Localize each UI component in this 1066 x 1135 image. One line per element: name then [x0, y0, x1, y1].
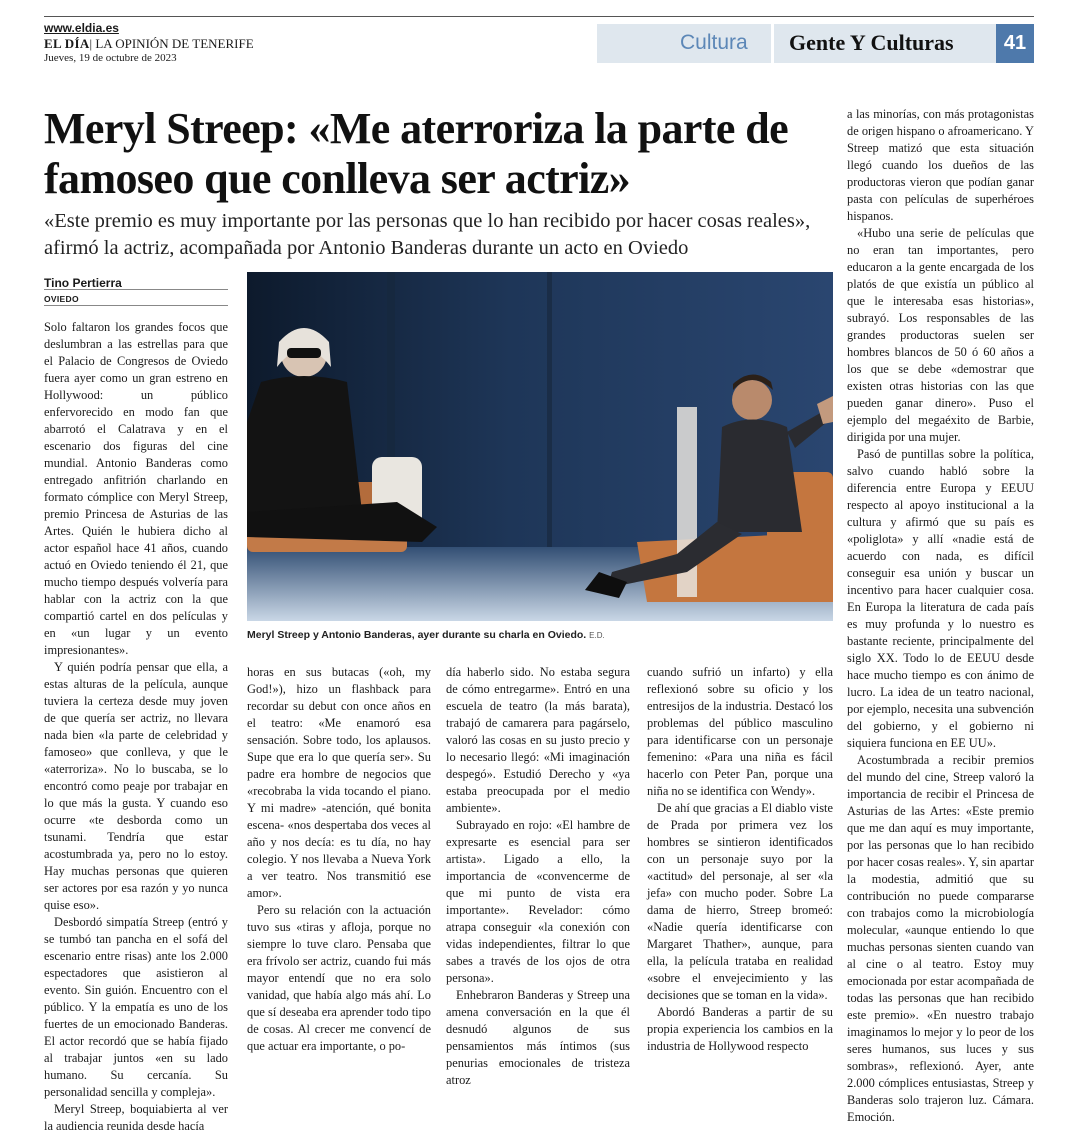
caption-text: Meryl Streep y Antonio Banderas, ayer durante su charla en Oviedo.	[247, 629, 587, 641]
paragraph: a las minorías, con más protagonistas de origen hispano o afroamericano. Y Streep matizó que esta situación llegó cuando los dueños de las productoras vieron que podían ganar pasta con películas de superhéroes hispanos.	[847, 107, 1034, 223]
headline: Meryl Streep: «Me aterroriza la parte de famoseo que conlleva ser actriz»	[44, 104, 789, 203]
paragraph: «Hubo una serie de películas que no eran tan importantes, pero educaron a la gente encargada de los platós de que existía un público al que le interesaba esas historias», subrayó. Los responsables de las grandes productoras suelen ser hombres blancos de 50 ó 60 años a los que se debe «demostrar que existen otras historias con las que pueden ganar dinero». Puso el ejemplo del megaéxito de Barbie, dirigida por una mujer.	[847, 226, 1034, 444]
masthead	[44, 36, 254, 52]
paragraph: Desbordó simpatía Streep (entró y se tumbó tan pancha en el sofá del escenario entre risas) ante los 2.000 espectadores que asistieron al evento. Sin guión. Encuentro con el público. Y la empatía es uno de los fuertes de un emocionado Banderas. El actor recordó que se había fijado al trabajar juntos «en su lado humano. Su cercanía. Su personalidad sencilla y compleja».	[44, 915, 228, 1099]
paragraph: cuando sufrió un infarto) y ella reflexionó sobre su oficio y los entresijos de la industria. Destacó los problemas del público masculino para identificarse con un personaje femenino: «Para una niña es fácil hacerlo con Peter Pan, porque una niña no se identifica con Wendy».	[647, 665, 833, 798]
paragraph: Solo faltaron los grandes focos que deslumbran a las estrellas para que el Palacio de Congresos de Oviedo fuera ayer como un gran estreno en Hollywood: un público enfervorecido en modo fan que abarrotó el Calatrava y en el escenario dos figuras del cine mundial. Antonio Banderas como entregado anfitrión charlando en formato cómplice con Meryl Streep, premio Princesa de Asturias de las Artes. Quién le hubiera dicho al actor español hace 41 años, cuando actuó en Oviedo teniendo él 21, que mucho tiempo después volvería para hablar con la actriz con la que compartió cartel en dos películas y en «un lugar y un evento impresionantes».	[44, 320, 228, 657]
paragraph: día haberlo sido. No estaba segura de cómo entregarme». Entró en una escuela de teatro (la más barata), trabajó de camarera para pagárselo, valoró las cosas en su justo precio y lo necesario llegó: «Mi imaginación despegó». Estudió Derecho y «ya estaba preocupada por el medio ambiente».	[446, 665, 630, 815]
photo-credit: E.D.	[589, 631, 605, 640]
header-rule	[44, 16, 1034, 17]
paragraph: horas en sus butacas («oh, my God!»), hizo un flashback para recordar su debut con once años en el teatro: «Me enamoró esa sensación. Sobre todo, los aplausos. Supe que era lo que quería ser». Su padre era hombre de negocios que «recobraba la vida tocando el piano. Y mi madre» -atención, qué bonita escena- «nos despertaba dos veces al año y nos decía: es tu día, no hay colegio. Y nos llevaba a Nueva York a ver teatro. Nos transmitió ese amor».	[247, 665, 431, 900]
masthead-brand: EL DÍA	[44, 36, 90, 51]
supplement-title: Gente Y Culturas	[789, 30, 954, 55]
section-label: Cultura	[680, 31, 748, 54]
body-column-5	[847, 106, 1034, 1124]
paragraph: Acostumbrada a recibir premios del mundo del cine, Streep valoró la importancia de recibir el Princesa de Asturias de las Artes: «Este premio que me dan aquí es muy importante, por las personas que lo han recibido por hacer cosas reales». Y, sin apartar la modestia, admitió que su contribución no puede compararse con trabajos como la microbiología molecular, «aunque entiendo lo que muchas personas sienten cuando van al cine o al teatro. Estoy muy emocionada por estar acompañada de todas las personas que han recibido este premio». «En nuestro trabajo imaginamos lo mejor y lo peor de los seres humanos, sus luces y sus sombras», reflexionó. Ayer, ante 2.000 cómplices entusiastas, Streep y Banderas solo trajeron luz. Cámara. Emoción.	[847, 753, 1034, 1124]
body-column-4	[647, 664, 833, 1053]
paragraph: Abordó Banderas a partir de su propia experiencia los cambios en la industria de Hollywood respecto	[647, 1005, 833, 1053]
paragraph: Subrayado en rojo: «El hambre de expresarte es esencial para ser artista». Ligado a ello, la importancia de «convencerme de que mi punto de vista era importante». Revelador: cómo atrapa conseguir «la conexión con vidas independientes, filtrar lo que sabes a través de los ojos de otra persona».	[446, 818, 630, 985]
paragraph: De ahí que gracias a El diablo viste de Prada por primera vez los hombres se sintieron identificados con un personaje suyo por la «actitud» del personaje, al ser «la jefa» con mucho poder. Sobre La dama de hierro, Streep bromeó: «Nadie quería identificarse con Margaret Thather», aunque, para ella, la película trataba en realidad «sobre el envejecimiento y las decisiones que se toman en la vida».	[647, 801, 833, 1002]
location: OVIEDO	[44, 294, 79, 304]
page-number: 41	[996, 24, 1034, 63]
masthead-tagline: | LA OPINIÓN DE TENERIFE	[89, 36, 254, 51]
deck: «Este premio es muy importante por las personas que lo han recibido por hacer cosas reales», afirmó la actriz, acompañada por Antonio Banderas durante un acto en Oviedo	[44, 210, 811, 259]
issue-date: Jueves, 19 de octubre de 2023	[44, 52, 177, 64]
body-column-3	[446, 664, 630, 1087]
article-photo	[247, 272, 833, 621]
body-column-1	[44, 319, 228, 1133]
site-url-link[interactable]: www.eldia.es	[44, 21, 119, 35]
author: Tino Pertierra	[44, 276, 122, 290]
paragraph: Pero su relación con la actuación tuvo sus «tiras y afloja, porque no siempre lo tuve claro. Pensaba que era frívolo ser actriz, cuando fui más mayor entendí que no era solo vanidad, que había algo más ahí. Lo que sí deseaba era aprender todo tipo de cosas. Al crecer me convencí de que actuar era importante, o po-	[247, 903, 431, 1053]
body-column-2	[247, 664, 431, 1053]
byline-rule-bottom	[44, 305, 228, 306]
photo-caption	[247, 629, 833, 641]
paragraph: Pasó de puntillas sobre la política, salvo cuando habló sobre la diferencia entre Europa y EEUU respecto al apoyo institucional a la cultura y afirmó que su país es «poliglota» y allí «nadie está de acuerdo con nada, es difícil conseguir esa unión y buscar un incentivo para hacer cualquier cosa. En Europa la literatura de cada país es muy profunda y lo nuestro es bastante reciente, principalmente del siglo XX. Todo lo de EEUU desde hace mucho tiempo es con ánimo de lucro. La idea de un teatro nacional, por ejemplo, necesita una subvención del gobierno, y el gobierno ni siquiera funciona en EE UU».	[847, 447, 1034, 750]
paragraph: Y quién podría pensar que ella, a estas alturas de la película, aunque tuviera la certeza desde muy joven de que quería ser actriz, no llevara nada bien «la parte de celebridad y famoseo» que conlleva, y que le «aterroriza». No lo buscaba, se lo encontró como peaje por trabajar en lo que más la gusta. Y cuando eso ocurre «te desborda como un tsunami. Tendría que estar acostumbrada ya, pero no lo estoy. Hay muchas personas que quieren ser actores por esa razón y yo nunca quise eso».	[44, 660, 228, 912]
photo-illustration	[247, 272, 833, 621]
section-separator	[771, 24, 774, 63]
paragraph: Meryl Streep, boquiabierta al ver la audiencia reunida desde hacía	[44, 1102, 228, 1133]
paragraph: Enhebraron Banderas y Streep una amena conversación en la que él desnudó algunos de sus pensamientos más íntimos (sus penurias emocionales de tristeza atroz	[446, 988, 630, 1087]
